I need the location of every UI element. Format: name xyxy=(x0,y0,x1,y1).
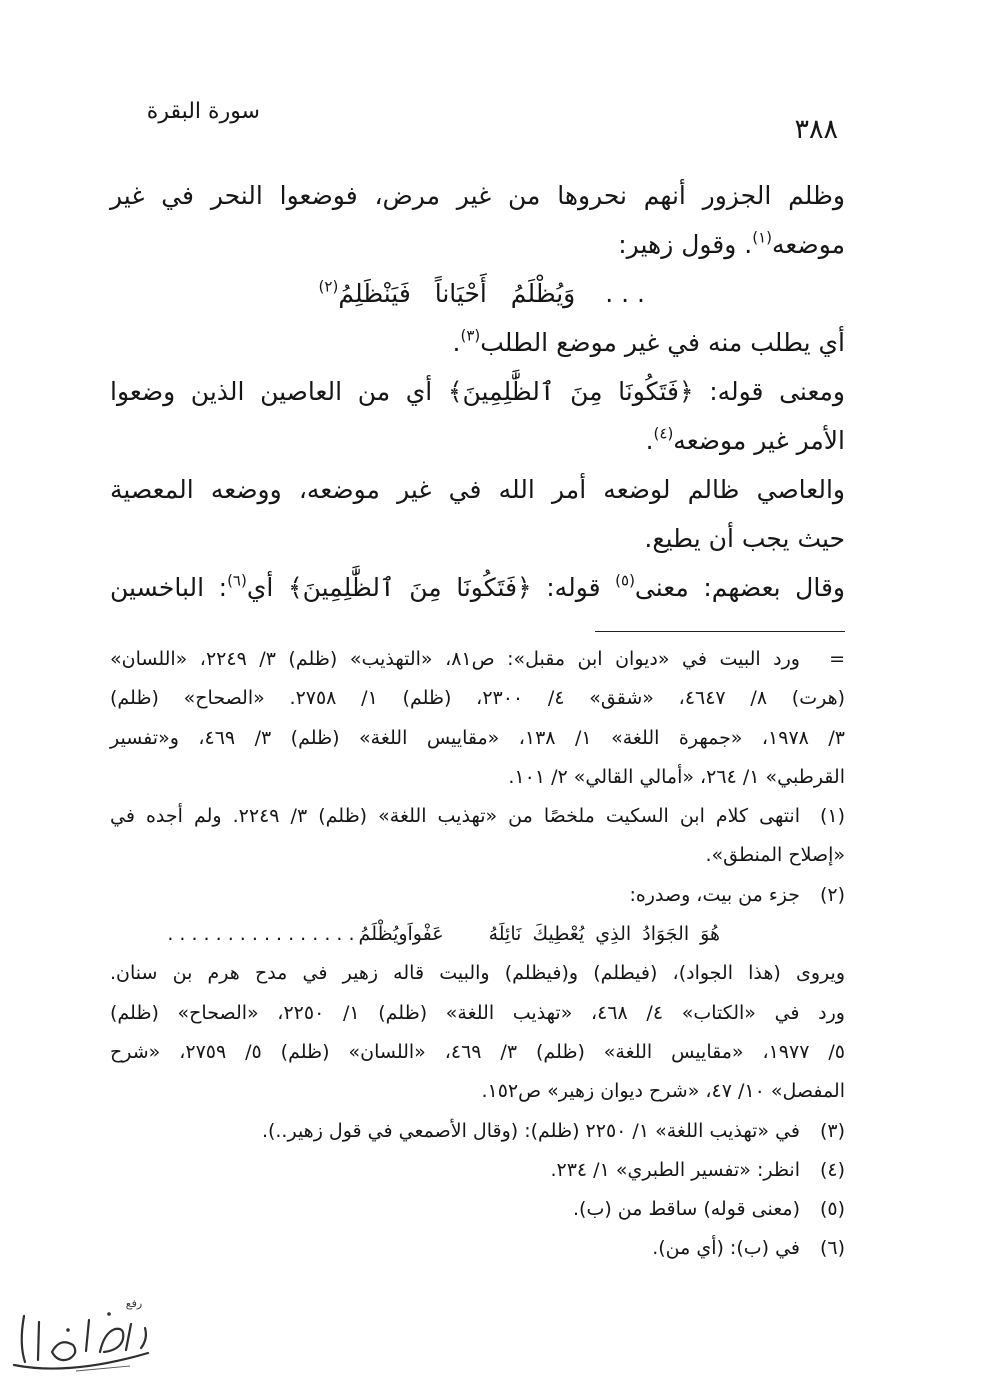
text-segment: . xyxy=(452,328,461,357)
footnote-separator xyxy=(595,631,845,632)
footnote-ref: (٦) xyxy=(227,571,247,590)
footnote-5 xyxy=(110,1190,845,1229)
text-line xyxy=(110,318,845,367)
text-line: حيث يجب أن يطيع. xyxy=(644,524,845,553)
footnote-line: (هرت) ٨/ ٤٦٤٧، «شقق» ٤/ ٢٣٠٠، (ظلم) ١/ ٢٧٥٨. «الصحاح» (ظلم) xyxy=(110,687,846,710)
footnote-number: (٥) xyxy=(819,1198,845,1221)
footnote-ref: (٤) xyxy=(653,424,674,443)
poetry-hemistich: هُوَ الجَوَادُ الذِي يُعْطِيكَ نَائِلَهُ xyxy=(488,923,720,946)
footnote-line: ٣/ ١٩٧٨، «جمهرة اللغة» ١/ ١٣٨، «مقاييس اللغة» (ظلم) ٣/ ٤٦٩، و«تفسير xyxy=(110,726,845,749)
text-line xyxy=(110,367,845,416)
footnote-line: المفصل» ١٠/ ٤٧، «شرح ديوان زهير» ص١٥٢. xyxy=(481,1080,845,1103)
footnote-number: (٢) xyxy=(819,883,845,906)
text-segment: موضعه xyxy=(772,230,845,259)
footnote-3 xyxy=(110,1112,845,1151)
surah-title: سورة البقرة xyxy=(146,99,260,124)
footnote-6 xyxy=(110,1229,845,1268)
continuation-marker: = xyxy=(829,648,845,670)
poetry-hemistich: وَيُظْلَمُ أَحْيَاناً فَيَنْظَلِمُ xyxy=(338,279,576,308)
footnote-line: في «تهذيب اللغة» ١/ ٢٢٥٠ (ظلم): (وقال الأصمعي في قول زهير..). xyxy=(261,1119,800,1142)
footnote-line: القرطبي» ١/ ٢٦٤، «أمالي القالي» ٢/ ١٠١. xyxy=(508,765,845,788)
logo-caption: رفع xyxy=(125,1297,143,1310)
footnote-line: ورد في «الكتاب» ٤/ ٤٦٨، «تهذيب اللغة» (ظلم) ١/ ٢٢٥٠، «الصحاح» (ظلم) xyxy=(110,1001,845,1024)
footnote-ref: (٣) xyxy=(460,326,481,345)
footnote-1 xyxy=(110,797,845,836)
poetry-line xyxy=(110,269,845,318)
text-segment: : الباخسين xyxy=(110,573,228,602)
page-number: ٣٨٨ xyxy=(794,114,838,145)
footnote-ref: (٢) xyxy=(318,277,339,296)
footnote-ref: (٥) xyxy=(615,571,635,590)
footnote-line: انظر: «تفسير الطبري» ١/ ٢٣٤. xyxy=(550,1158,800,1181)
logo-stamp xyxy=(8,1292,158,1377)
quran-quote: ﴿فَتَكُونَا مِنَ ٱلظَّٰلِمِينَ﴾ xyxy=(447,377,694,406)
footnote-line: انتهى كلام ابن السكيت ملخصًا من «تهذيب اللغة» (ظلم) ٣/ ٢٢٤٩. ولم أجده في xyxy=(110,805,800,828)
text-segment: . وقول زهير: xyxy=(618,230,753,259)
footnotes xyxy=(110,640,845,1269)
omission-dots: . . . . . . . . . . . . . . . . xyxy=(167,923,355,946)
footnote-ref: (١) xyxy=(752,228,772,247)
footnote-number: (٣) xyxy=(819,1119,845,1142)
footnote-number: (١) xyxy=(819,805,845,828)
main-text xyxy=(110,171,845,612)
footnote-line: في (ب): (أي من). xyxy=(652,1237,800,1260)
text-line: وظلم الجزور أنهم نحروها من غير مرض، فوضعوا النحر في غير xyxy=(110,181,845,210)
footnote-number: (٤) xyxy=(819,1158,845,1181)
text-line: والعاصي ظالم لوضعه أمر الله في غير موضعه، ووضعه المعصية xyxy=(110,475,845,504)
omission-dots: . . . xyxy=(605,279,645,308)
text-segment: ومعنى قوله: xyxy=(709,377,845,406)
footnote-4 xyxy=(110,1151,845,1190)
footnote-number: (٦) xyxy=(819,1237,845,1260)
text-line xyxy=(110,220,845,269)
text-segment: . xyxy=(645,426,654,455)
text-segment: أي من العاصين الذين وضعوا xyxy=(110,377,433,406)
text-line xyxy=(110,416,845,465)
footnote-continued xyxy=(110,640,845,679)
footnote-line: جزء من بيت، وصدره: xyxy=(629,883,800,906)
text-segment: قوله: xyxy=(546,573,601,602)
footnote-2 xyxy=(110,876,845,915)
footnote-line: «إصلاح المنطق». xyxy=(705,844,845,867)
text-line xyxy=(110,563,845,612)
footnote-line: ورد البيت في «ديوان ابن مقبل»: ص٨١، «التهذيب» (ظلم) ٣/ ٢٢٤٩، «اللسان» xyxy=(110,648,800,670)
footnote-line: ويروى (هذا الجواد)، (فيطلم) و(فيظلم) والبيت قاله زهير في مدح هرم بن سنان. xyxy=(110,962,845,985)
poetry-line xyxy=(110,915,845,954)
text-segment: الأمر غير موضعه xyxy=(673,426,845,455)
footnote-line: ٥/ ١٩٧٧، «مقاييس اللغة» (ظلم) ٣/ ٤٦٩، «اللسان» (ظلم) ٥/ ٢٧٥٩، «شرح xyxy=(110,1040,845,1063)
text-segment: أي يطلب منه في غير موضع الطلب xyxy=(480,328,845,357)
text-segment: أي xyxy=(246,573,274,602)
footnote-line: (معنى قوله) ساقط من (ب). xyxy=(573,1198,800,1221)
quran-quote: ﴿فَتَكُونَا مِنَ ٱلظَّٰلِمِينَ﴾ xyxy=(287,573,532,602)
poetry-hemistich: عَفْواَويُظْلَمُ xyxy=(358,923,444,946)
text-segment: وقال بعضهم: معنى xyxy=(634,573,845,602)
